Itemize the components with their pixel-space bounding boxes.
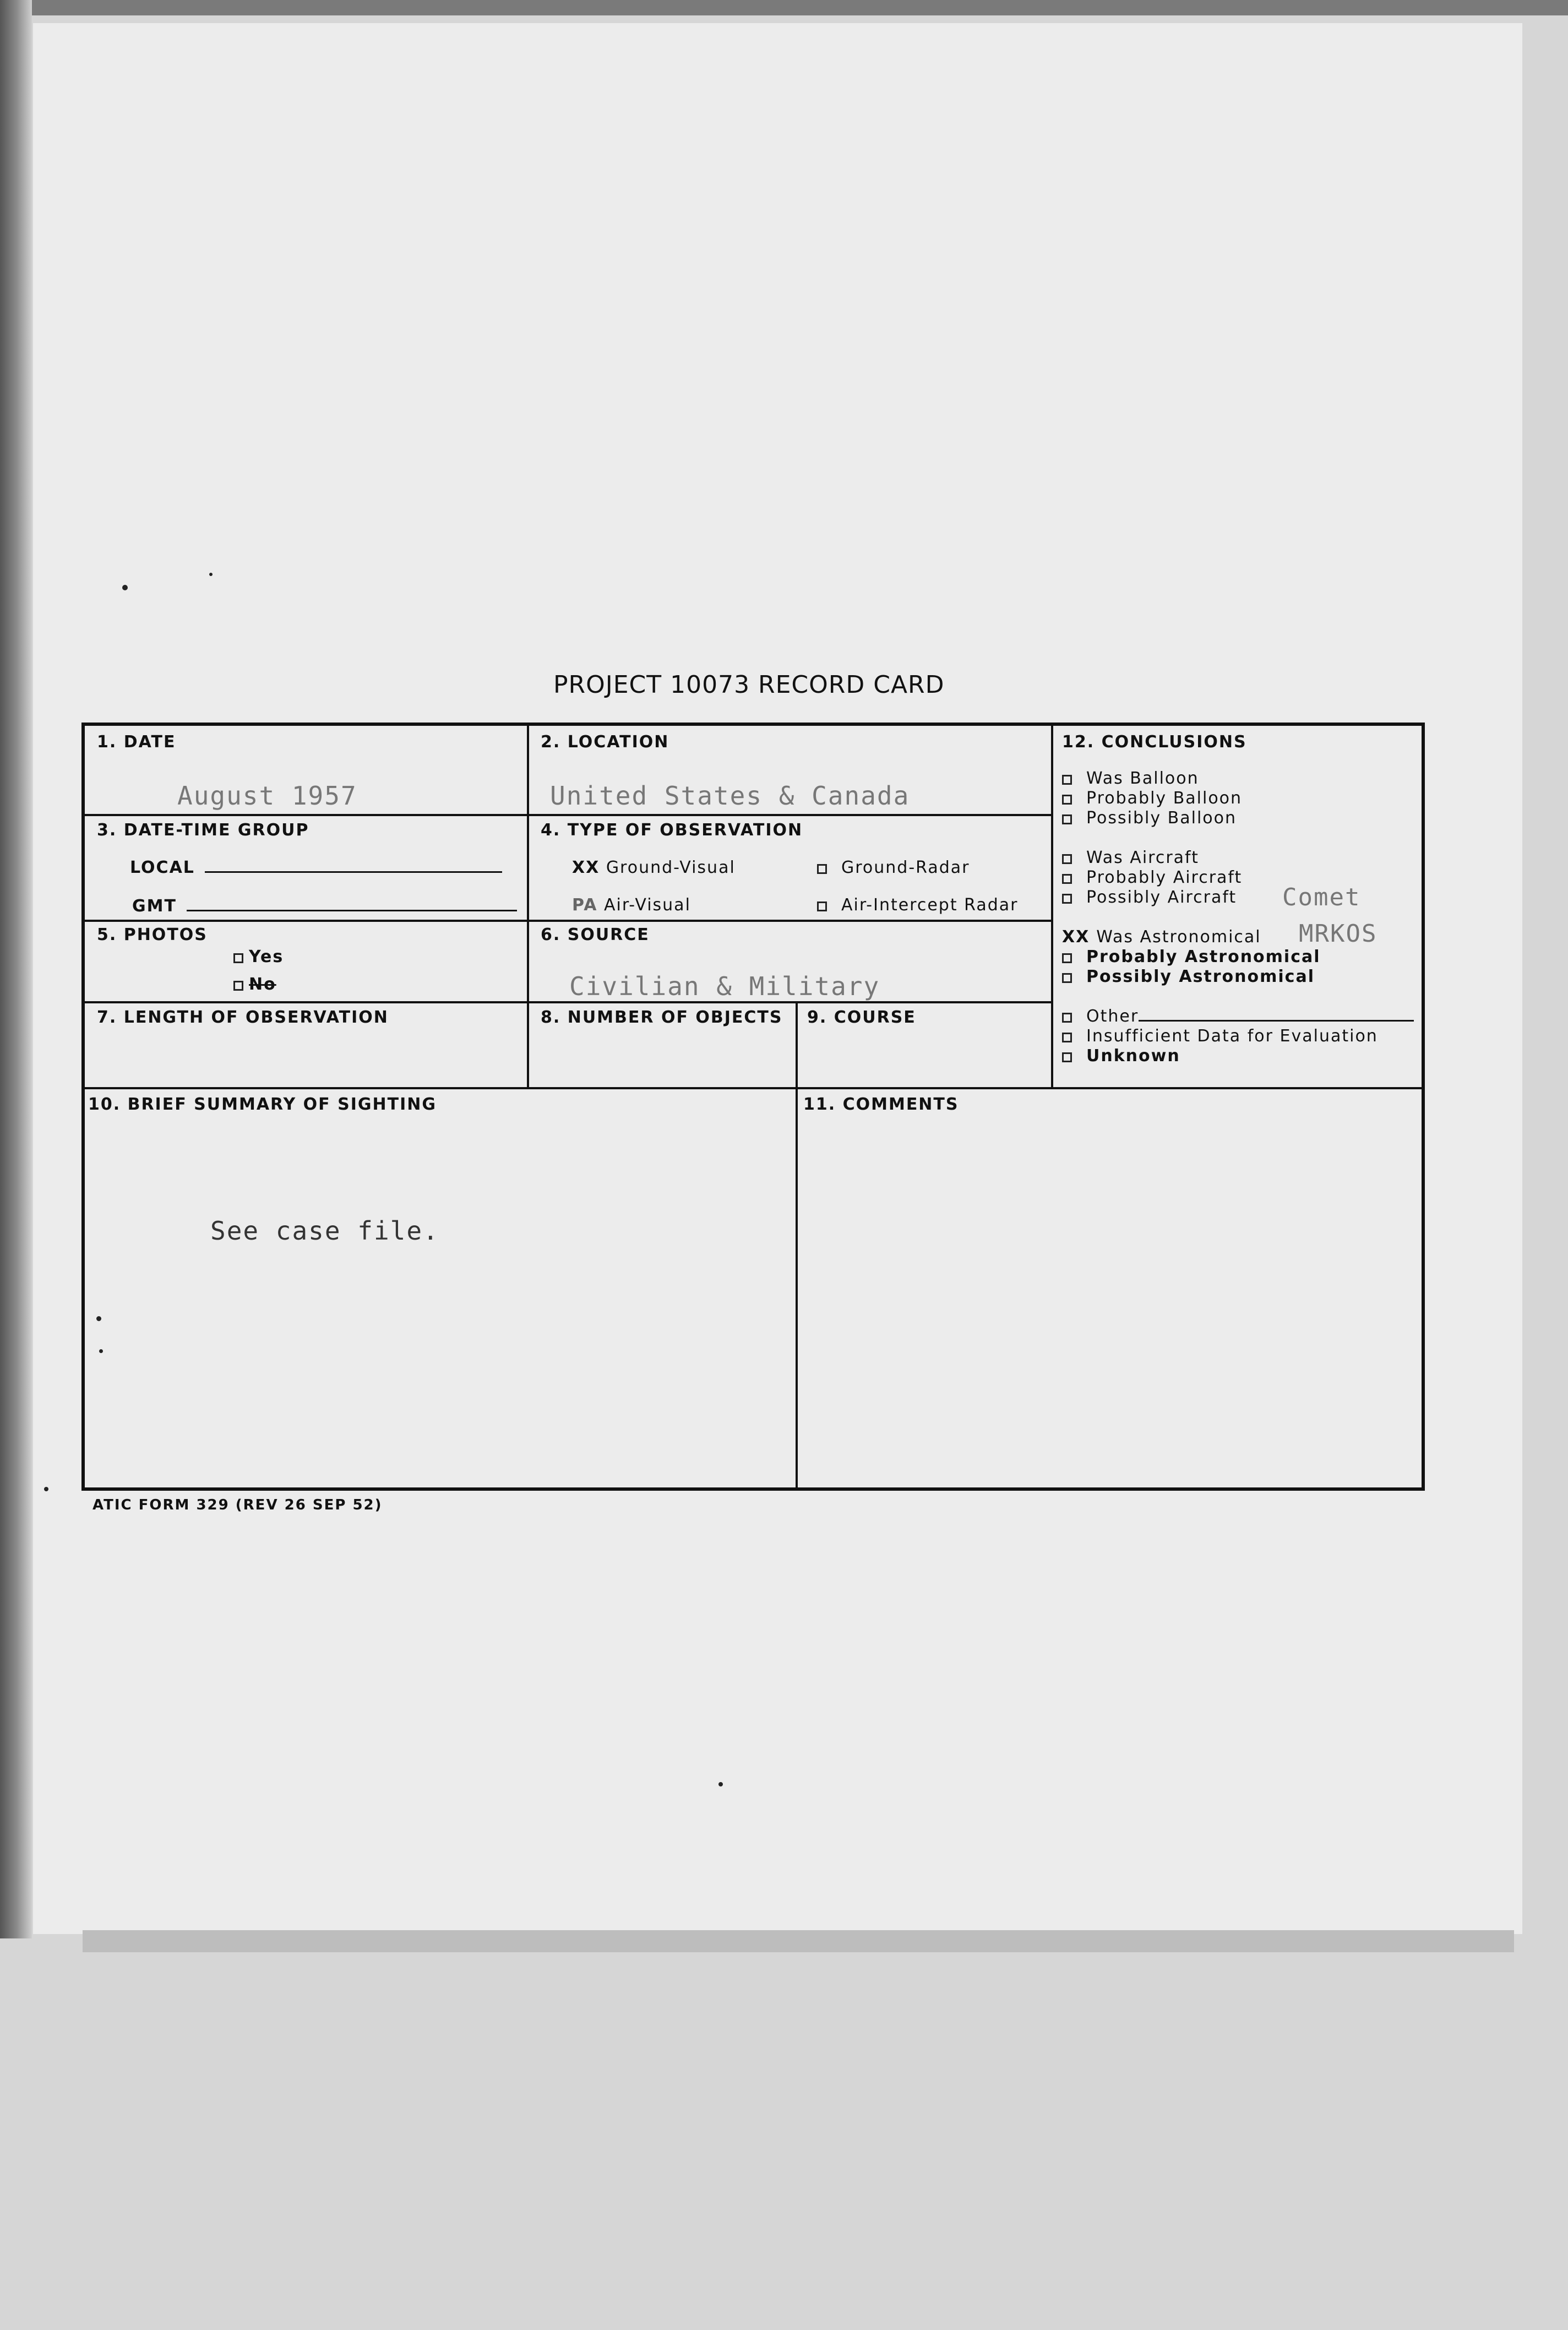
other-field bbox=[1139, 1020, 1414, 1022]
dust-speck bbox=[718, 1782, 723, 1786]
conclusion-other bbox=[1062, 1007, 1414, 1026]
scan-frame-top bbox=[0, 0, 1568, 15]
checkbox-icon bbox=[1062, 874, 1072, 884]
checkbox-icon bbox=[1062, 953, 1072, 963]
checkbox-icon bbox=[1062, 775, 1072, 785]
was-astronomical-text: Was Astronomical bbox=[1096, 927, 1261, 947]
observation-option-air-intercept-radar bbox=[817, 895, 1018, 915]
local-time-text: LOCAL bbox=[130, 858, 195, 877]
checkbox-icon bbox=[1062, 854, 1072, 864]
conclusion-unknown bbox=[1062, 1046, 1180, 1066]
form-footer: ATIC FORM 329 (REV 26 SEP 52) bbox=[92, 1497, 383, 1513]
checkbox-icon bbox=[1062, 973, 1072, 983]
conclusions-label: 12. CONCLUSIONS bbox=[1062, 732, 1247, 752]
conclusion-possibly-balloon bbox=[1062, 808, 1237, 828]
divider-col-a bbox=[527, 726, 529, 1087]
conclusion-probably-astronomical bbox=[1062, 947, 1321, 966]
checkbox-icon bbox=[233, 953, 243, 963]
observation-option-ground-visual bbox=[572, 858, 736, 877]
possibly-astronomical-text: Possibly Astronomical bbox=[1086, 967, 1315, 986]
probably-aircraft-text: Probably Aircraft bbox=[1086, 868, 1243, 887]
checkbox-icon bbox=[817, 864, 827, 874]
scan-frame-left bbox=[0, 0, 32, 1938]
local-time-label bbox=[130, 858, 502, 877]
gmt-time-label bbox=[132, 897, 517, 916]
location-value: United States & Canada bbox=[550, 781, 910, 811]
dust-speck bbox=[122, 585, 128, 590]
sheet-shadow bbox=[83, 1930, 1514, 1952]
length-of-observation-label: 7. LENGTH OF OBSERVATION bbox=[97, 1008, 389, 1027]
comet-note: Comet bbox=[1282, 883, 1361, 911]
ground-visual-text: Ground-Visual bbox=[606, 858, 736, 877]
observation-option-ground-radar bbox=[817, 858, 970, 877]
conclusion-was-balloon bbox=[1062, 769, 1199, 788]
number-of-objects-label: 8. NUMBER OF OBJECTS bbox=[541, 1008, 783, 1027]
checkbox-icon bbox=[1062, 795, 1072, 805]
checkbox-icon bbox=[1062, 894, 1072, 904]
conclusion-insufficient-data bbox=[1062, 1026, 1378, 1046]
divider-col-b bbox=[796, 1001, 798, 1487]
conclusion-possibly-aircraft bbox=[1062, 888, 1237, 907]
dust-speck bbox=[209, 573, 213, 576]
checkbox-icon bbox=[1062, 814, 1072, 824]
date-value: August 1957 bbox=[177, 781, 357, 811]
local-time-field bbox=[205, 871, 502, 873]
card-title: PROJECT 10073 RECORD CARD bbox=[553, 671, 945, 699]
photos-option-yes bbox=[233, 947, 284, 966]
photos-label: 5. PHOTOS bbox=[97, 925, 208, 944]
date-time-group-label: 3. DATE-TIME GROUP bbox=[97, 821, 309, 840]
divider-row-3 bbox=[85, 1001, 1051, 1003]
record-card bbox=[81, 723, 1425, 1491]
air-visual-text: Air-Visual bbox=[604, 895, 691, 915]
probably-astronomical-text: Probably Astronomical bbox=[1086, 947, 1321, 966]
mrkos-note: MRKOS bbox=[1299, 920, 1378, 948]
photos-yes-text: Yes bbox=[249, 947, 284, 966]
observation-type-label: 4. TYPE OF OBSERVATION bbox=[541, 821, 803, 840]
ground-radar-text: Ground-Radar bbox=[841, 858, 970, 877]
date-label: 1. DATE bbox=[97, 732, 176, 752]
possibly-aircraft-text: Possibly Aircraft bbox=[1086, 888, 1237, 907]
gmt-time-field bbox=[187, 910, 517, 911]
observation-mark: PA bbox=[572, 895, 598, 915]
conclusion-was-aircraft bbox=[1062, 848, 1199, 867]
checkbox-icon bbox=[1062, 1052, 1072, 1062]
divider-row-1 bbox=[85, 814, 1051, 816]
unknown-text: Unknown bbox=[1086, 1046, 1180, 1066]
photos-option-no bbox=[233, 975, 276, 994]
air-intercept-radar-text: Air-Intercept Radar bbox=[841, 895, 1019, 915]
possibly-balloon-text: Possibly Balloon bbox=[1086, 808, 1237, 828]
observation-option-air-visual bbox=[572, 895, 691, 915]
photos-no-text: No bbox=[249, 975, 276, 994]
insufficient-data-text: Insufficient Data for Evaluation bbox=[1086, 1026, 1378, 1046]
was-balloon-text: Was Balloon bbox=[1086, 769, 1199, 788]
checkbox-icon bbox=[233, 981, 243, 991]
checkbox-icon bbox=[1062, 1033, 1072, 1042]
conclusion-possibly-astronomical bbox=[1062, 967, 1315, 986]
other-text: Other bbox=[1086, 1007, 1139, 1026]
comments-label: 11. COMMENTS bbox=[803, 1095, 959, 1114]
probably-balloon-text: Probably Balloon bbox=[1086, 789, 1243, 808]
course-label: 9. COURSE bbox=[807, 1008, 916, 1027]
gmt-time-text: GMT bbox=[132, 897, 177, 916]
summary-value: See case file. bbox=[210, 1216, 439, 1246]
checkbox-icon bbox=[1062, 1013, 1072, 1023]
source-value: Civilian & Military bbox=[569, 971, 880, 1001]
checkbox-icon bbox=[817, 901, 827, 911]
divider-row-4 bbox=[85, 1087, 1423, 1089]
observation-mark: XX bbox=[572, 858, 600, 877]
conclusion-probably-aircraft bbox=[1062, 868, 1242, 887]
dust-speck bbox=[44, 1487, 48, 1491]
divider-col-c bbox=[1051, 726, 1053, 1087]
conclusion-was-astronomical bbox=[1062, 927, 1261, 947]
divider-row-2 bbox=[85, 920, 1051, 922]
source-label: 6. SOURCE bbox=[541, 925, 650, 944]
was-aircraft-text: Was Aircraft bbox=[1086, 848, 1199, 867]
location-label: 2. LOCATION bbox=[541, 732, 669, 752]
conclusion-mark: XX bbox=[1062, 927, 1090, 947]
summary-label: 10. BRIEF SUMMARY OF SIGHTING bbox=[88, 1095, 437, 1114]
conclusion-probably-balloon bbox=[1062, 789, 1242, 808]
